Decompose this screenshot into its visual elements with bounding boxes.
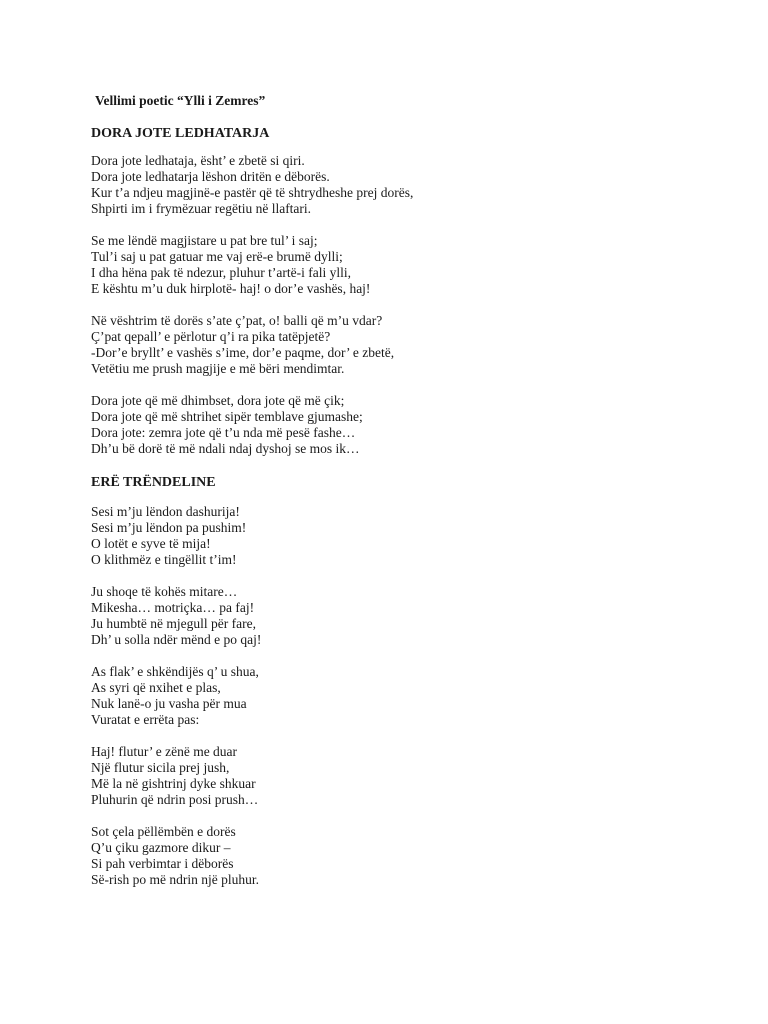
stanza xyxy=(91,233,731,297)
poem-line: Haj! flutur’ e zënë me duar xyxy=(91,744,238,759)
poem-line: Sesi m’ju lëndon dashurija! xyxy=(91,504,240,519)
stanza xyxy=(91,313,731,377)
poem-line: Ju shoqe të kohës mitare… xyxy=(91,584,238,599)
poem-line: As flak’ e shkëndijës q’ u shua, xyxy=(91,664,259,679)
poem-line: E kështu m’u duk hirplotë- haj! o dor’e vashës, haj! xyxy=(91,281,371,296)
poem-line: Nuk lanë-o ju vasha për mua xyxy=(91,696,247,711)
poem-line: Sot çela pëllëmbën e dorës xyxy=(91,824,236,839)
stanza xyxy=(91,153,731,217)
poem-line: Q’u çiku gazmore dikur – xyxy=(91,840,231,855)
poem-line: Një flutur sicila prej jush, xyxy=(91,760,230,775)
poem-line: Dora jote ledhatarja lëshon dritën e dëborës. xyxy=(91,169,330,184)
poem-line: Vetëtiu me prush magjije e më bëri mendimtar. xyxy=(91,361,345,376)
poem-line: Mikesha… motriçka… pa faj! xyxy=(91,600,255,615)
stanza xyxy=(91,393,731,457)
stanza xyxy=(91,504,731,568)
poem-line: Se me lëndë magjistare u pat bre tul’ i saj; xyxy=(91,233,318,248)
poem-line: Si pah verbimtar i dëborës xyxy=(91,856,234,871)
poem-line: Dora jote që më shtrihet sipër temblave gjumashe; xyxy=(91,409,363,424)
poem-line: Ju humbtë në mjegull për fare, xyxy=(91,616,256,631)
poem xyxy=(91,124,731,457)
poem-title: DORA JOTE LEDHATARJA xyxy=(91,126,270,141)
stanza xyxy=(91,824,731,888)
stanza xyxy=(91,584,731,648)
poem-line: Tul’i saj u pat gatuar me vaj erë-e brumë dylli; xyxy=(91,249,343,264)
poem-line: O klithmëz e tingëllit t’im! xyxy=(91,552,237,567)
poem-line: Dora jote: zemra jote që t’u nda më pesë fashe… xyxy=(91,425,356,440)
poem-line: Dh’ u solla ndër mënd e po qaj! xyxy=(91,632,262,647)
poem-line: -Dor’e bryllt’ e vashës s’ime, dor’e paqme, dor’ e zbetë, xyxy=(91,345,395,360)
poem-line: Ç’pat qepall’ e përlotur q’i ra pika tatëpjetë? xyxy=(91,329,331,344)
poem-line: Vuratat e errëta pas: xyxy=(91,712,200,727)
stanza xyxy=(91,744,731,808)
poem-line: Dora jote që më dhimbset, dora jote që më çik; xyxy=(91,393,345,408)
poem-line: Kur t’a ndjeu magjinë-e pastër që të shtrydheshe prej dorës, xyxy=(91,185,414,200)
poem-line: Pluhurin që ndrin posi prush… xyxy=(91,792,259,807)
poem-line: Së-rish po më ndrin një pluhur. xyxy=(91,872,259,887)
poem-line: O lotët e syve të mija! xyxy=(91,536,211,551)
stanza xyxy=(91,664,731,728)
poem-line: Shpirti im i frymëzuar regëtiu në llaftari. xyxy=(91,201,312,216)
poem-line: I dha hëna pak të ndezur, pluhur t’artë-i fali ylli, xyxy=(91,265,351,280)
poem-line: Sesi m’ju lëndon pa pushim! xyxy=(91,520,247,535)
poem-line: As syri që nxihet e plas, xyxy=(91,680,221,695)
poem xyxy=(91,473,731,888)
poem-title: ERË TRËNDELINE xyxy=(91,475,216,490)
document xyxy=(91,91,731,904)
poem-line: Dora jote ledhataja, ësht’ e zbetë si qiri. xyxy=(91,153,305,168)
poem-line: Më la në gishtrinj dyke shkuar xyxy=(91,776,256,791)
collection-title: Vellimi poetic “Ylli i Zemres” xyxy=(95,93,266,108)
poem-line: Në vështrim të dorës s’ate ç’pat, o! balli që m’u vdar? xyxy=(91,313,383,328)
poem-line: Dh’u bë dorë të më ndali ndaj dyshoj se mos ik… xyxy=(91,441,360,456)
